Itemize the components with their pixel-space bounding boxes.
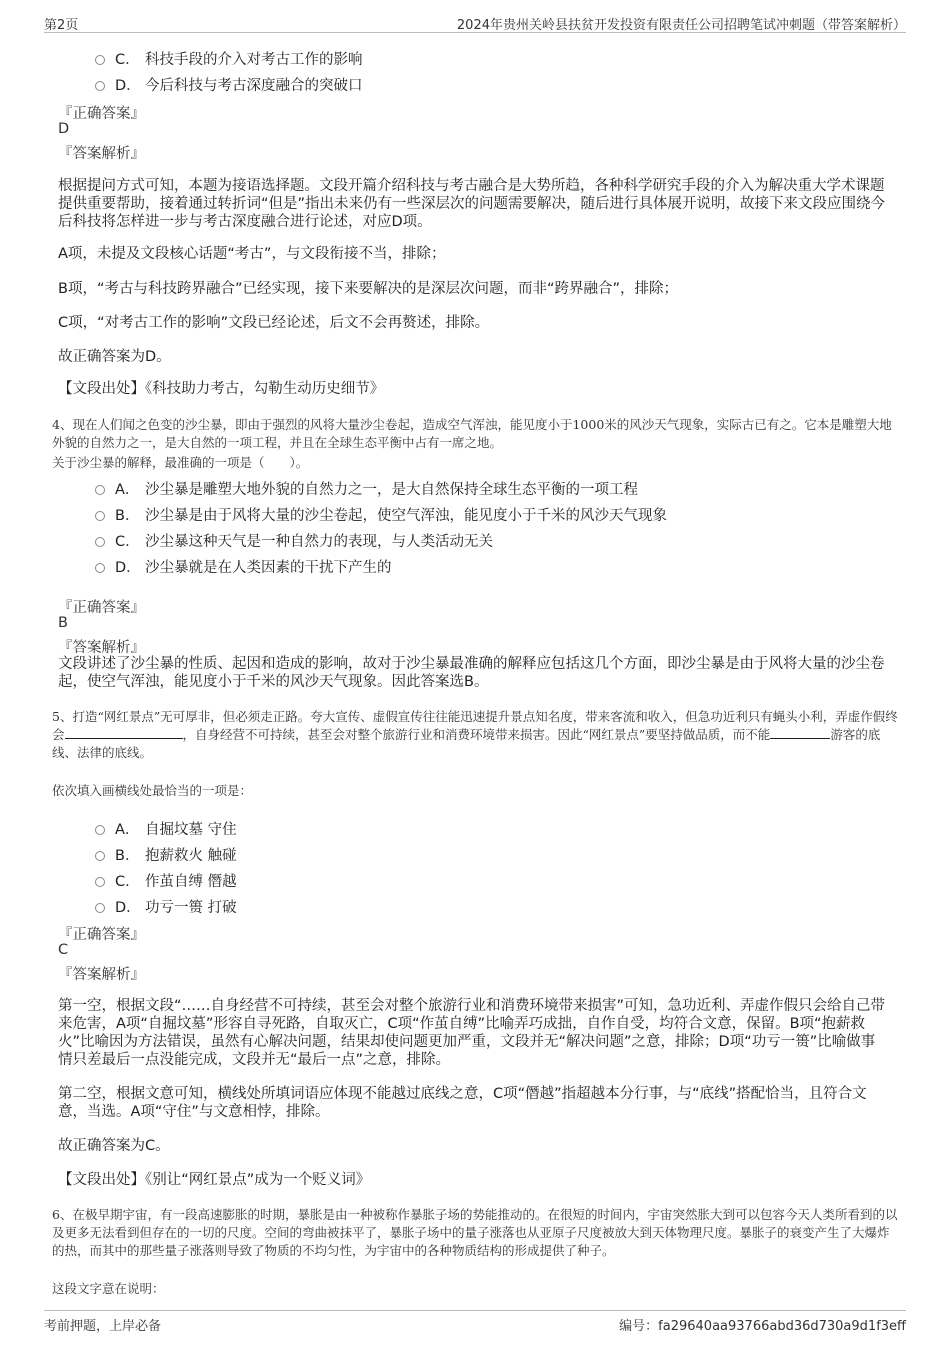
answer-label: 『正确答案』	[58, 600, 145, 616]
answer-label: 『正确答案』	[58, 106, 145, 122]
source-citation: 【文段出处】《别让“网红景点”成为一个贬义词》	[58, 1172, 371, 1188]
radio-icon[interactable]	[95, 81, 105, 91]
page-number: 第2页	[44, 18, 79, 33]
fill-blank-1[interactable]	[65, 726, 183, 739]
answer-value: B	[58, 615, 68, 631]
option-a[interactable]: A． 沙尘暴是雕塑大地外貌的自然力之一，是大自然保持全球生态平衡的一项工程	[95, 478, 638, 499]
question-stem: 6、在极早期宇宙，有一段高速膨胀的时期，暴胀是由一种被称作暴胀子场的势能推动的。在很短的时间内，宇宙突然胀大到可以包容今天人类所看到的以及更多无法看到但存在的一切的尺度。空间的弯曲被抹平了，暴胀子场中的量子涨落也从亚原子尺度被放大到天体物理尺度。暴胀子的衰变产生了大爆炸的热，而其中的那些量子涨落则导致了物质的不均匀性，为宇宙中的各种物质结构的形成提供了种子。	[52, 1207, 898, 1258]
answer-value: D	[58, 121, 70, 137]
radio-icon[interactable]	[95, 903, 105, 913]
radio-icon[interactable]	[95, 537, 105, 547]
option-b[interactable]: B． 沙尘暴是由于风将大量的沙尘卷起，使空气浑浊，能见度小于千米的风沙天气现象	[95, 504, 667, 525]
analysis-paragraph: B项，“考古与科技跨界融合”已经实现，接下来要解决的是深层次问题，而非“跨界融合”，排除；	[58, 281, 678, 297]
option-a[interactable]: A． 自掘坟墓 守住	[95, 818, 237, 839]
analysis-paragraph: A项，未提及文段核心话题“考古”，与文段衔接不当，排除；	[58, 246, 446, 262]
analysis-paragraph: 文段讲述了沙尘暴的性质、起因和造成的影响，故对于沙尘暴最准确的解释应包括这几个方面，即沙尘暴是由于风将大量的沙尘卷起，使空气浑浊，能见度小于千米的风沙天气现象。因此答案选B。	[58, 656, 885, 690]
radio-icon[interactable]	[95, 55, 105, 65]
radio-icon[interactable]	[95, 485, 105, 495]
answer-value: C	[58, 942, 69, 958]
question-prompt: 依次填入画横线处最恰当的一项是：	[52, 783, 253, 798]
analysis-paragraph: C项，“对考古工作的影响”文段已经论述，后文不会再赘述，排除。	[58, 315, 490, 331]
option-d[interactable]: D． 功亏一篑 打破	[95, 896, 237, 917]
footer-slogan: 考前押题，上岸必备	[44, 1319, 162, 1334]
analysis-paragraph: 根据提问方式可知，本题为接语选择题。文段开篇介绍科技与考古融合是大势所趋，各种科学研究手段的介入为解决重大学术课题提供重要帮助，接着通过转折词“但是”指出未来仍有一些深层次的问题需要解决，随后进行具体展开说明，故接下来文段应围绕今后科技将怎样进一步与考古深度融合进行论述，对应D项。	[58, 178, 886, 230]
analysis-paragraph: 第一空，根据文段“……自身经营不可持续，甚至会对整个旅游行业和消费环境带来损害”可知，急功近利、弄虚作假只会给自己带来危害，A项“自掘坟墓”形容自寻死路，自取灭亡，C项“作茧自缚”比喻弄巧成拙，自作自受，均符合文意，保留。B项“抱薪救火”比喻因为方法错误，虽然有心解决问题，结果却使问题更加严重，文段并无“解决问题”之意，排除；D项“功亏一篑”比喻做事情只差最后一点没能完成，文段并无“最后一点”之意，排除。	[58, 998, 886, 1068]
question-stem: 4、现在人们闻之色变的沙尘暴，即由于强烈的风将大量沙尘卷起，造成空气浑浊，能见度小于1000米的风沙天气现象，实际古已有之。它本是雕塑大地外貌的自然力之一，是大自然的一项工程，并且在全球生态平衡中占有一席之地。	[52, 417, 892, 450]
radio-icon[interactable]	[95, 563, 105, 573]
radio-icon[interactable]	[95, 511, 105, 521]
page-footer	[44, 1310, 906, 1333]
radio-icon[interactable]	[95, 851, 105, 861]
document-id: 编号：fa29640aa93766abd36d730a9d1f3eff	[619, 1319, 906, 1334]
analysis-label: 『答案解析』	[58, 967, 145, 983]
source-citation: 【文段出处】《科技助力考古，勾勒生动历史细节》	[58, 381, 385, 397]
page-header	[44, 12, 906, 33]
question-prompt: 这段文字意在说明：	[52, 1281, 165, 1296]
option-d[interactable]: D． 今后科技与考古深度融合的突破口	[95, 74, 363, 95]
analysis-paragraph: 第二空，根据文意可知，横线处所填词语应体现不能越过底线之意，C项“僭越”指超越本分行事，与“底线”搭配恰当，且符合文意，当选。A项“守住”与文意相悖，排除。	[58, 1086, 867, 1120]
fill-blank-2[interactable]	[770, 726, 830, 739]
radio-icon[interactable]	[95, 877, 105, 887]
analysis-conclusion: 故正确答案为D。	[58, 349, 171, 365]
question-stem: 5、打造“网红景点”无可厚非，但必须走正路。夸大宣传、虚假宣传往往能迅速提升景点知名度，带来客流和收入，但急功近利只有蝇头小利，弄虚作假终会 ，自身经营不可持续，甚至会对整个旅游行业和消费环境带来损害。因此“网红景点”要坚持做品质，而不能 游客的底线、法律的底线。	[52, 709, 898, 760]
option-b[interactable]: B． 抱薪救火 触碰	[95, 844, 237, 865]
option-c[interactable]: C． 沙尘暴这种天气是一种自然力的表现，与人类活动无关	[95, 530, 493, 551]
option-d[interactable]: D． 沙尘暴就是在人类因素的干扰下产生的	[95, 556, 392, 577]
document-title: 2024年贵州关岭县扶贫开发投资有限责任公司招聘笔试冲刺题（带答案解析）	[456, 18, 906, 33]
analysis-label: 『答案解析』	[58, 640, 145, 656]
radio-icon[interactable]	[95, 825, 105, 835]
option-c[interactable]: C． 科技手段的介入对考古工作的影响	[95, 48, 363, 69]
question-prompt: 关于沙尘暴的解释，最准确的一项是（ ）。	[52, 455, 309, 470]
answer-label: 『正确答案』	[58, 927, 145, 943]
analysis-label: 『答案解析』	[58, 146, 145, 162]
analysis-conclusion: 故正确答案为C。	[58, 1138, 170, 1154]
option-c[interactable]: C． 作茧自缚 僭越	[95, 870, 237, 891]
